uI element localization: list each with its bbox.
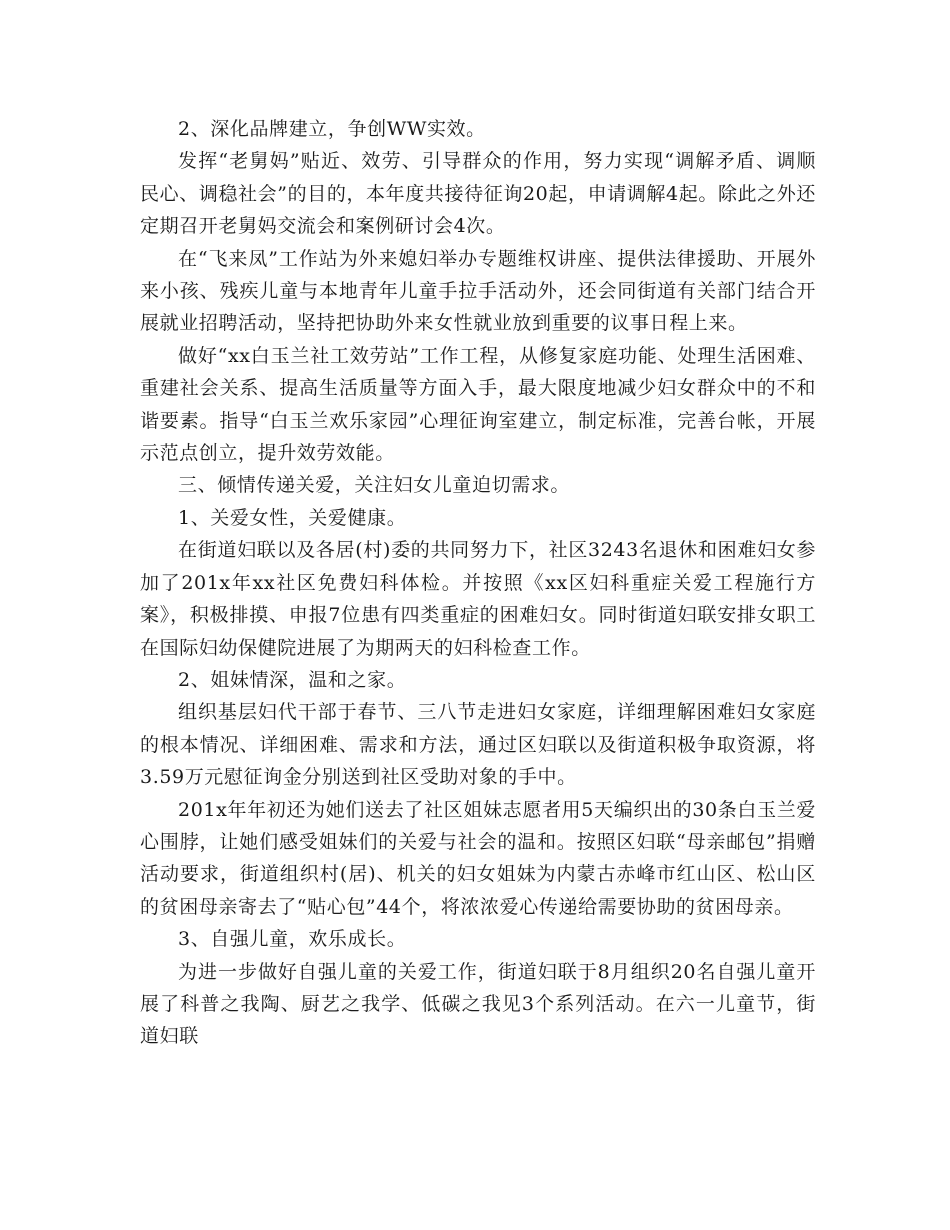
section-heading: 1、关爱女性，关爱健康。 xyxy=(178,506,407,529)
paragraph: 201x年年初还为她们送去了社区姐妹志愿者用5天编织出的30条白玉兰爱心围脖，让她们感受姐妹们的关爱与社会的温和。按照区妇联“母亲邮包”捐赠活动要求，街道组织村(居)、机关的妇女姐妹为内蒙古赤峰市红山区、松山区的贫困母亲寄去了“贴心包”44个，将浓浓爱心传递给需要协助的贫困母亲。 xyxy=(140,798,816,918)
paragraph: 发挥“老舅妈”贴近、效劳、引导群众的作用，努力实现“调解矛盾、调顺民心、调稳社会”的目的，本年度共接待征询20起，申请调解4起。除此之外还定期召开老舅妈交流会和案例研讨会4次。 xyxy=(140,150,816,238)
section-heading: 2、深化品牌建立，争创WW实效。 xyxy=(178,118,486,140)
paragraph: 组织基层妇代干部于春节、三八节走进妇女家庭，详细理解困难妇女家庭的根本情况、详细困难、需求和方法，通过区妇联以及街道积极争取资源，将3.59万元慰征询金分别送到社区受助对象的手中。 xyxy=(140,701,816,789)
paragraph: 为进一步做好自强儿童的关爱工作，街道妇联于8月组织20名自强儿童开展了科普之我陶、厨艺之我学、低碳之我见3个系列活动。在六一儿童节，街道妇联 xyxy=(140,960,816,1048)
section-heading: 三、倾情传递关爱，关注妇女儿童迫切需求。 xyxy=(178,474,571,497)
paragraph: 在街道妇联以及各居(村)委的共同努力下，社区3243名退休和困难妇女参加了201x年xx社区免费妇科体检。并按照《xx区妇科重症关爱工程施行方案》，积极排摸、申报7位患有四类重症的困难妇女。同时街道妇联安排女职工在国际妇幼保健院进展了为期两天的妇科检查工作。 xyxy=(140,539,816,659)
section-heading: 3、自强儿童，欢乐成长。 xyxy=(178,928,407,951)
paragraph: 在“飞来凤”工作站为外来媳妇举办专题维权讲座、提供法律援助、开展外来小孩、残疾儿童与本地青年儿童手拉手活动外，还会同街道有关部门结合开展就业招聘活动，坚持把协助外来女性就业放到重要的议事日程上来。 xyxy=(140,247,816,335)
section-heading: 2、姐妹情深，温和之家。 xyxy=(178,668,407,691)
document-body xyxy=(140,113,816,1053)
paragraph: 做好“xx白玉兰社工效劳站”工作工程，从修复家庭功能、处理生活困难、重建社会关系、提高生活质量等方面入手，最大限度地减少妇女群众中的不和谐要素。指导“白玉兰欢乐家园”心理征询室建立，制定标准，完善台帐，开展示范点创立，提升效劳效能。 xyxy=(140,344,816,465)
